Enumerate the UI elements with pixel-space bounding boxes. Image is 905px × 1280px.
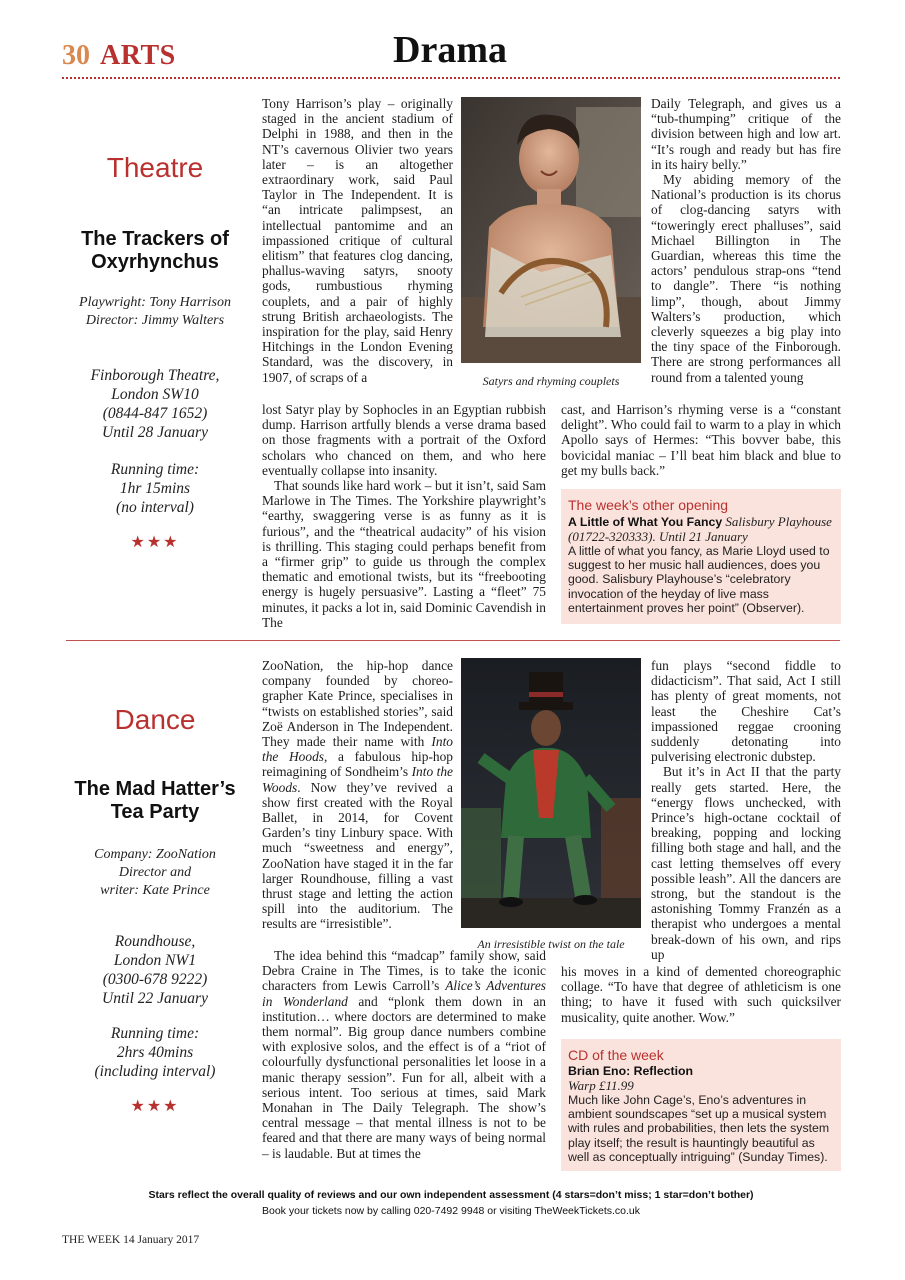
text-run: , a fabulous hip-hop reimagining of Sondheim’s xyxy=(262,749,453,780)
dance-credits xyxy=(62,846,248,900)
dance-company: Company: ZooNation xyxy=(94,847,216,862)
theatre-director: Director: Jimmy Walters xyxy=(85,313,225,328)
box-title: A Little of What You Fancy xyxy=(568,515,723,529)
box-meta xyxy=(568,514,834,544)
text-run: ZooNation, the hip-hop dance company founded by choreo-grapher Kate Prince, specialises in “twists on established stories”, said Zoë Anderson in The Independent. They made their name with xyxy=(262,658,453,750)
stars-note: Stars reflect the overall quality of reviews and our own independent assessment (4 stars=don’t miss; 1 star=don’t bother) xyxy=(148,1189,754,1201)
credit-line: writer: Kate Prince xyxy=(100,883,210,898)
italic-title: Into the Hoods xyxy=(262,734,453,765)
mad-hatter-dancer-image xyxy=(461,658,641,928)
dance-star-rating: ★★★ xyxy=(130,1096,180,1115)
theatre-photo-caption: Satyrs and rhyming couplets xyxy=(482,374,620,388)
box-title: Brian Eno: Reflection xyxy=(568,1064,694,1078)
satyr-actor-image xyxy=(461,97,641,363)
venue-line: London SW10 xyxy=(111,386,199,403)
venue-line: Roundhouse, xyxy=(114,933,196,950)
dance-photo xyxy=(461,658,641,928)
theatre-venue xyxy=(62,366,248,442)
dance-col2-bottom xyxy=(561,964,841,1025)
theatre-running-time xyxy=(62,460,248,517)
theatre-photo xyxy=(461,97,641,363)
paragraph: lost Satyr play by Sophocles in an Egyptian rubbish dump. Harrison artfully blends a verse drama based on those fragments with a portrait of the Oxford scholars who chanced on them, and who here eventually collapse into insanity. xyxy=(262,402,546,478)
theatre-star-rating: ★★★ xyxy=(130,532,180,551)
paragraph: Tony Harrison’s play – originally staged in the ancient stadium of Delphi in 1988, and then in the NT’s cavernous Olivier two years later – is an altogether extraordinary work, said Paul Taylor in The Independent. It is “an intricate palimpsest, an intellectual pantomime and an impassioned critique of cultural elitism” that features clog dancing, phallus-waving satyrs, snooty gods, rumbustious rhyming couplets, and a pair of highly strung British archaeologists. The inspiration for the play, said Henry Hitchings in the London Evening Standard, was the discovery, in 1907, of scraps of a xyxy=(262,96,453,385)
header-divider xyxy=(62,77,840,79)
venue-line: Finborough Theatre, xyxy=(90,367,220,384)
theatre-category: Theatre xyxy=(106,152,204,183)
section-label: ARTS xyxy=(100,40,176,71)
paragraph xyxy=(262,948,546,1161)
box-details: Salisbury Playhouse (01722-320333). Until 21 January xyxy=(568,514,832,544)
venue-line: London NW1 xyxy=(113,952,197,969)
venue-line: Until 28 January xyxy=(102,424,208,441)
dance-show-title: The Mad Hatter’s Tea Party xyxy=(74,778,236,823)
theatre-show-title: The Trackers of Oxyrhynchus xyxy=(81,228,229,273)
paragraph: his moves in a kind of demented choreographic collage. “To have that degree of athleticism is one thing; to have it fused with such quicksilver musicality, quite another. Wow.” xyxy=(561,964,841,1025)
theatre-col1-bottom xyxy=(262,402,546,630)
running-line: 2hrs 40mins xyxy=(116,1044,194,1061)
paragraph: That sounds like hard work – but it isn’t, said Sam Marlowe in The Times. The Yorkshire playwright’s “earthy, swaggering verse is as funny as it is furious”, and the “theatrical audacity” of his vision is thrilling. This staging could perhaps benefit from a “firmer grip” to guide us through the complex thematic and emotional twists, but its “freebooting energy is hugely persuasive”. Lasting a “fleet” 75 minutes, it packs a lot in, said Dominic Cavendish in The xyxy=(262,478,546,630)
dance-venue xyxy=(62,932,248,1008)
box-heading: CD of the week xyxy=(568,1047,664,1063)
credit-line: Director and xyxy=(118,865,192,880)
italic-title: Into the Woods xyxy=(262,764,453,795)
paragraph: But it’s in Act II that the party really gets started. Here, the “energy flows unchecked, with Prince’s high-octane cocktail of breaking, popping and locking filling both stage and hall, and the cast letting themselves off every possible leash”. All the dancers are strong, but the standout is the astonishing Tommy Franzén as a therapist who undergoes a mental break-down of his own, and rips up xyxy=(651,764,841,962)
paragraph xyxy=(262,658,453,932)
paragraph: cast, and Harrison’s rhyming verse is a “constant delight”. Who could fail to warm to a play in which Apollo says of Hermes: “This bovver babe, this bovicidal maniac – I’ll beat him black and blue to get my bulls back.” xyxy=(561,402,841,478)
text-run: . Now they’ve revived a show first created with the Royal Ballet, in 2014, for Covent Garden’s tiny Linbury space. With much “sweetness and energy”, ZooNation have staged it in the far larger Roundhouse, filling a vast thrust stage and letting the action spill into the auditorium. The results are “irresistible”. xyxy=(262,779,453,932)
paragraph: Daily Telegraph, and gives us a “tub-thumping” critique of the division between high and low art. “It’s rough and ready but has fire in its hairy belly.” xyxy=(651,96,841,172)
box-heading: The week’s other opening xyxy=(568,497,729,513)
running-line: (no interval) xyxy=(116,499,194,516)
theatre-credits xyxy=(62,294,248,330)
theatre-col2-top xyxy=(651,96,841,385)
section-divider xyxy=(66,640,840,641)
venue-line: Until 22 January xyxy=(102,990,208,1007)
booking-note: Book your tickets now by calling 020-7492 9948 or visiting TheWeekTickets.co.uk xyxy=(262,1205,640,1217)
italic-title: Alice’s Adventures in Wonderland xyxy=(262,978,546,1009)
theatre-col1-top xyxy=(262,96,453,385)
text-run: and “plonk them down in an institution… where doctors are determined to make them normal”. Big group dance numbers combine with explosive solos, and the effect is of a “riot of colourfully dysfunctional personalities let loose in a manic therapy session”. Fun for all, albeit with a serious intent. Too serious at times, said Mark Monahan in The Daily Telegraph. The show’s central message – that mental illness is not to be feared and that there are many ways of being normal – is laudable. But at times the xyxy=(262,993,546,1161)
theatre-col2-bottom xyxy=(561,402,841,478)
text-run: The idea behind this “madcap” family show, said Debra Craine in The Times, is to take the iconic characters from Lewis Carroll’s xyxy=(262,948,546,994)
running-line: (including interval) xyxy=(94,1063,216,1080)
dance-col1-bottom xyxy=(262,948,546,1161)
paragraph: fun plays “second fiddle to didacticism”. That said, Act I still has plenty of great moments, not least the Cheshire Cat’s impassioned reggae crooning suddenly detonating into pulverising electronic dubstep. xyxy=(651,658,841,765)
dance-photo-caption: An irresistible twist on the tale xyxy=(477,937,625,951)
page-title: Drama xyxy=(393,29,507,71)
box-meta: Warp £11.99 xyxy=(568,1078,634,1093)
dance-col2-top xyxy=(651,658,841,962)
running-line: Running time: xyxy=(110,1025,200,1042)
other-opening-box xyxy=(561,489,841,624)
cd-of-the-week-box xyxy=(561,1039,841,1171)
running-line: Running time: xyxy=(110,461,200,478)
theatre-playwright: Playwright: Tony Harrison xyxy=(79,295,231,310)
dance-col1-top xyxy=(262,658,453,932)
running-line: 1hr 15mins xyxy=(119,480,191,497)
dance-running-time xyxy=(62,1024,248,1081)
box-body: Much like John Cage’s, Eno’s adventures in ambient soundscapes “set up a musical system with rules and probabilities, then lets the system play itself; the result is hauntingly beautiful as well as conceptually intriguing” (Sunday Times). xyxy=(568,1093,830,1164)
issue-date: THE WEEK 14 January 2017 xyxy=(62,1234,200,1246)
paragraph: My abiding memory of the National’s production is its chorus of clog-dancing satyrs with “toweringly erect phalluses”, said Michael Billington in The Guardian, whereas this time the actors’ pendulous strap-ons “tend to dangle”. There “is nothing limp”, though, about Jimmy Walters’s production, which cleverly squeezes a big play into the tiny space of the Finborough. There are strong performances all round from a talented young xyxy=(651,172,841,385)
box-body: A little of what you fancy, as Marie Lloyd used to suggest to her music hall audiences, does you good. Salisbury Playhouse’s “celebratory invocation of the heyday of live mass entertainment proves her point” (Observer). xyxy=(568,544,830,615)
page-number: 30 xyxy=(62,40,90,71)
venue-line: (0844-847 1652) xyxy=(102,405,208,422)
venue-line: (0300-678 9222) xyxy=(102,971,208,988)
dance-category: Dance xyxy=(114,704,196,735)
